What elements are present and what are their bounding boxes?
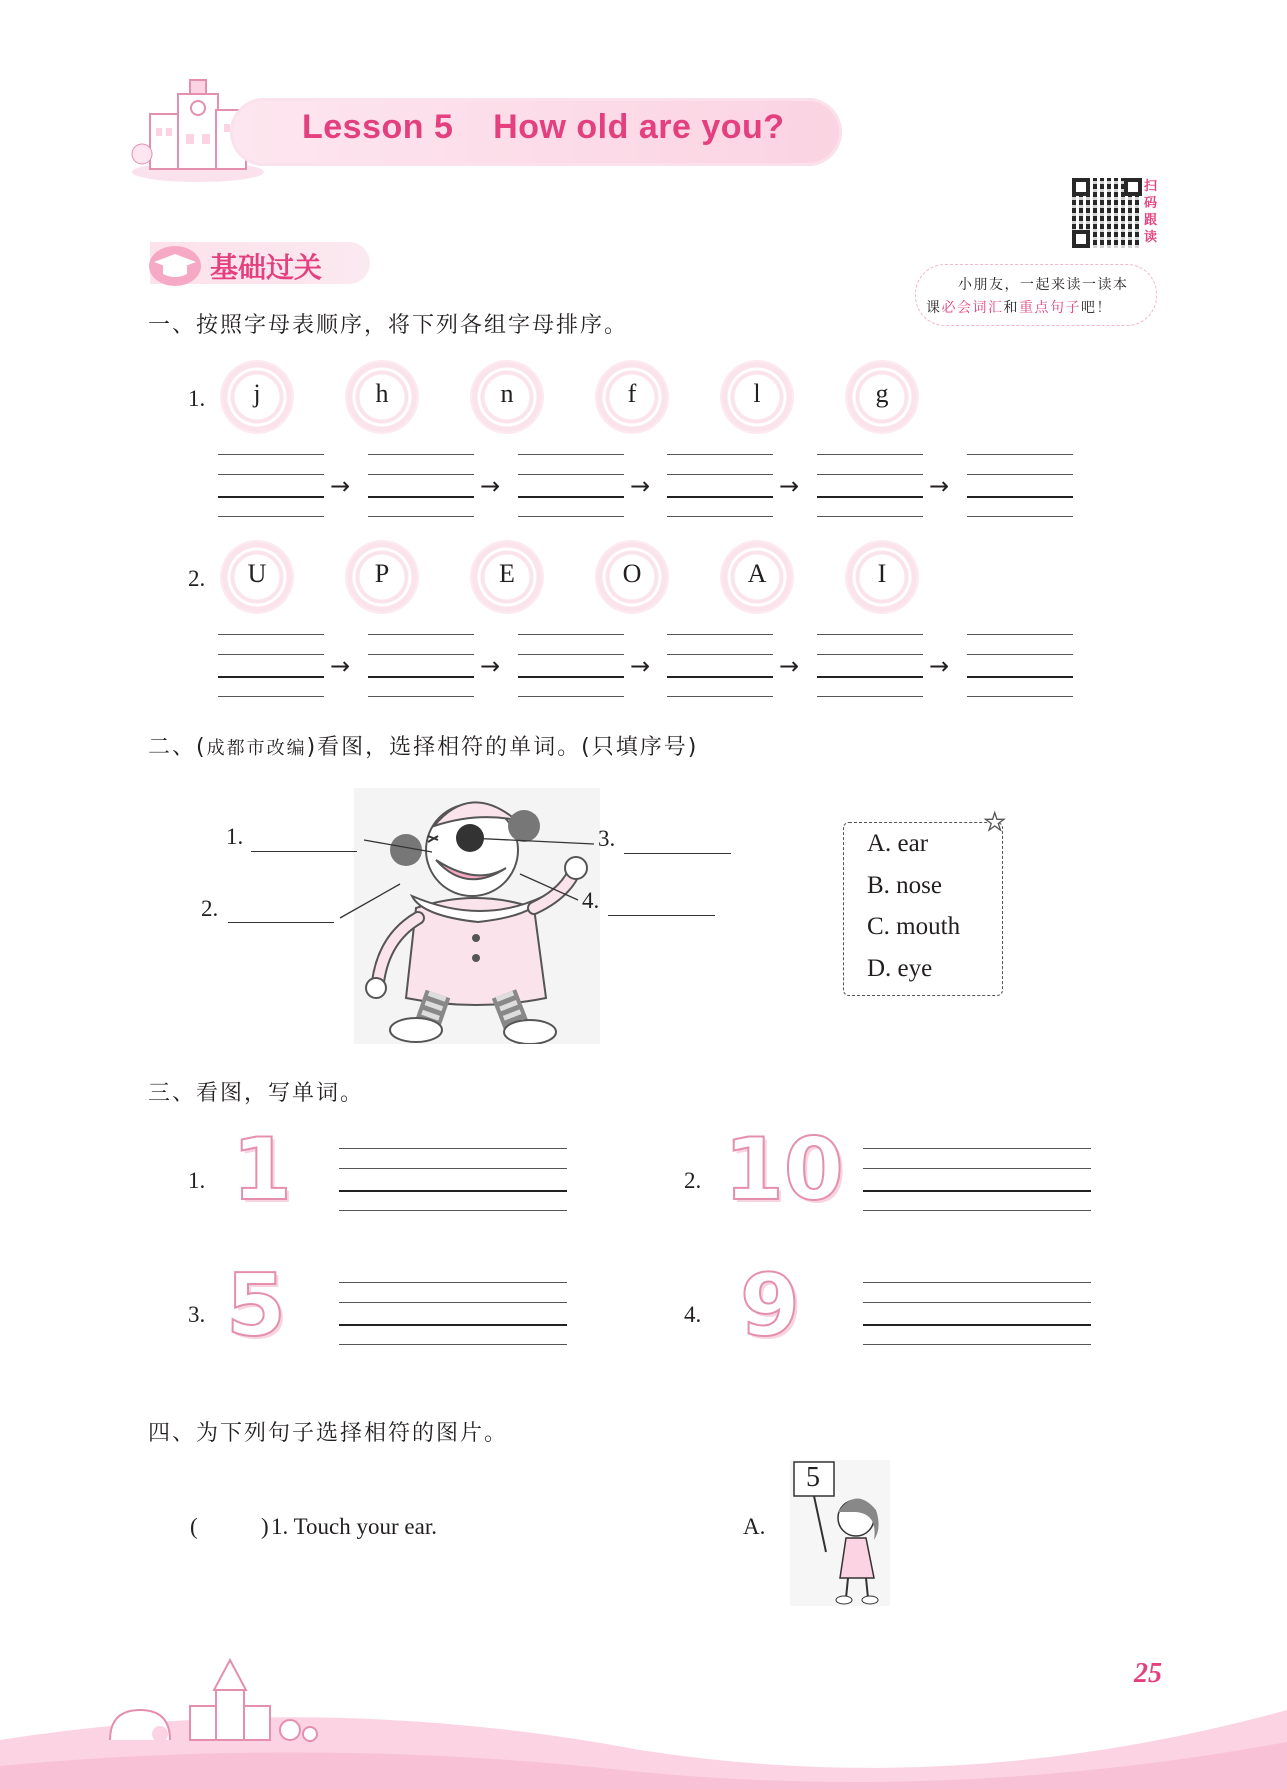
q1-writing-line [518,696,624,697]
q2-blank-2-label: 2. [201,896,219,921]
bubble-line-1: 小朋友，一起来读一读本 [958,278,1129,293]
q1-writing-line [967,516,1073,517]
arrow-right-icon: → [480,472,501,500]
q3-writing-line-1[interactable] [339,1190,567,1192]
q1-writing-line [817,654,923,655]
q3-writing-line-2[interactable] [863,1190,1091,1192]
q1-writing-line [967,634,1073,635]
q1-writing-line [518,654,624,655]
arrow-right-icon: → [779,472,800,500]
q3-digit-4: 9 [740,1256,800,1356]
q1-writing-line[interactable] [368,676,474,678]
q3-writing-line-4 [863,1282,1091,1283]
q1-writing-line [667,634,773,635]
q1-writing-line [667,696,773,697]
q3-writing-line-3 [339,1282,567,1283]
q3-writing-line-3 [339,1344,567,1345]
q1-writing-line [667,516,773,517]
graduation-cap-icon [146,244,204,288]
q3-digit-3: 5 [226,1256,286,1356]
clown-picture [354,788,600,1044]
q3-writing-line-3 [339,1302,567,1303]
q1-writing-line [667,654,773,655]
q1-writing-line [667,474,773,475]
section-title: 基础过关 [210,251,323,284]
q2-option-c: C. mouth [867,913,961,940]
q1-writing-line [218,696,324,697]
arrow-right-icon: → [929,652,950,680]
q2-blank-4-label: 4. [582,888,600,913]
q3-writing-line-4 [863,1344,1091,1345]
q2-option-b: B. nose [867,872,942,899]
q3-writing-line-2 [863,1168,1091,1169]
q1-group-1-number: 1. [188,386,206,411]
q1-writing-line [368,696,474,697]
q1-writing-line [518,634,624,635]
q4-option-a-label: A. [743,1514,766,1539]
q1-writing-line[interactable] [967,676,1073,678]
q3-writing-line-1 [339,1148,567,1149]
q1-writing-line [667,454,773,455]
q1-writing-line[interactable] [817,496,923,498]
q1-letter: l [753,379,761,408]
q1-letter: j [253,379,261,408]
q1-letter: g [875,379,889,408]
q1-writing-line [817,696,923,697]
q4-heading: 四、为下列句子选择相符的图片。 [148,1421,509,1446]
q1-writing-line [368,454,474,455]
q4-answer-blank[interactable] [204,1512,260,1542]
q1-writing-line [368,634,474,635]
q3-writing-line-2 [863,1210,1091,1211]
arrow-right-icon: → [330,652,351,680]
lesson-title: Lesson 5 How old are you? [302,108,785,146]
q3-writing-line-4 [863,1302,1091,1303]
q1-writing-line [368,516,474,517]
q2-blank-2[interactable] [228,922,334,923]
q1-letter: U [247,559,267,588]
q1-writing-line[interactable] [518,496,624,498]
arrow-right-icon: → [630,472,651,500]
q1-writing-line[interactable] [667,496,773,498]
q1-writing-line [817,516,923,517]
q1-group-2-number: 2. [188,566,206,591]
q2-blank-3-label: 3. [598,826,616,851]
arrow-right-icon: → [480,652,501,680]
q3-item-4-number: 4. [684,1302,702,1327]
q1-letter: f [627,379,637,408]
q1-letter: A [747,559,767,588]
arrow-right-icon: → [929,472,950,500]
q1-writing-line [967,474,1073,475]
q3-writing-line-4[interactable] [863,1324,1091,1326]
q1-writing-line [817,454,923,455]
q1-writing-line[interactable] [667,676,773,678]
q3-writing-line-1 [339,1210,567,1211]
q1-writing-line [817,634,923,635]
q4-paren-open: ( [190,1514,198,1539]
footer-town-icon [100,1650,340,1750]
q2-option-a: A. ear [867,830,929,857]
sign-number: 5 [806,1462,820,1493]
q1-writing-line[interactable] [368,496,474,498]
q1-letter: E [499,559,515,588]
q1-letter: O [622,559,642,588]
q1-writing-line [518,474,624,475]
qr-side-text: 扫 码 跟 读 [1144,179,1158,245]
q1-writing-line[interactable] [518,676,624,678]
q1-heading: 一、按照字母表顺序，将下列各组字母排序。 [148,313,629,338]
q1-writing-line [218,634,324,635]
q4-paren-close: ) [261,1514,269,1539]
q1-letter: P [374,559,390,588]
q1-writing-line[interactable] [967,496,1073,498]
q1-writing-line [967,454,1073,455]
arrow-right-icon: → [330,472,351,500]
q1-writing-line [967,654,1073,655]
q1-writing-line [518,516,624,517]
q1-letter: I [877,559,887,588]
girl-holding-sign-picture [790,1460,890,1606]
q1-writing-line [218,516,324,517]
q3-heading: 三、看图，写单词。 [148,1081,365,1106]
q1-letter: n [500,379,514,408]
star-icon: ★ [984,808,1006,836]
q3-item-3-number: 3. [188,1302,206,1327]
q3-writing-line-3[interactable] [339,1324,567,1326]
q2-option-d: D. eye [867,955,933,982]
q1-writing-line [368,654,474,655]
q2-blank-1-label: 1. [226,824,244,849]
q1-writing-line[interactable] [218,496,324,498]
q1-writing-line[interactable] [817,676,923,678]
q1-writing-line[interactable] [218,676,324,678]
page-number: 25 [1134,1658,1162,1689]
q1-writing-line [218,474,324,475]
q2-blank-1[interactable] [251,851,357,852]
q4-sentence-1: 1. Touch your ear. [271,1514,437,1539]
q3-writing-line-1 [339,1168,567,1169]
q3-digit-2: 10 [724,1120,844,1220]
qr-code[interactable] [1072,178,1142,248]
q3-digit-1: 1 [232,1120,292,1220]
q1-writing-line [218,454,324,455]
bubble-line-2: 课必会词汇和重点句子吧！ [926,301,1112,316]
q1-letter: h [375,379,389,408]
q1-writing-line [518,454,624,455]
arrow-right-icon: → [630,652,651,680]
q2-blank-3[interactable] [624,853,731,854]
q2-heading: 二、(成都市改编)看图，选择相符的单词。(只填序号) [148,735,699,760]
q1-writing-line [967,696,1073,697]
q1-writing-line [218,654,324,655]
q1-writing-line [368,474,474,475]
q3-item-2-number: 2. [684,1168,702,1193]
arrow-right-icon: → [779,652,800,680]
q3-item-1-number: 1. [188,1168,206,1193]
q1-writing-line [817,474,923,475]
q3-writing-line-2 [863,1148,1091,1149]
q2-blank-4[interactable] [608,915,715,916]
